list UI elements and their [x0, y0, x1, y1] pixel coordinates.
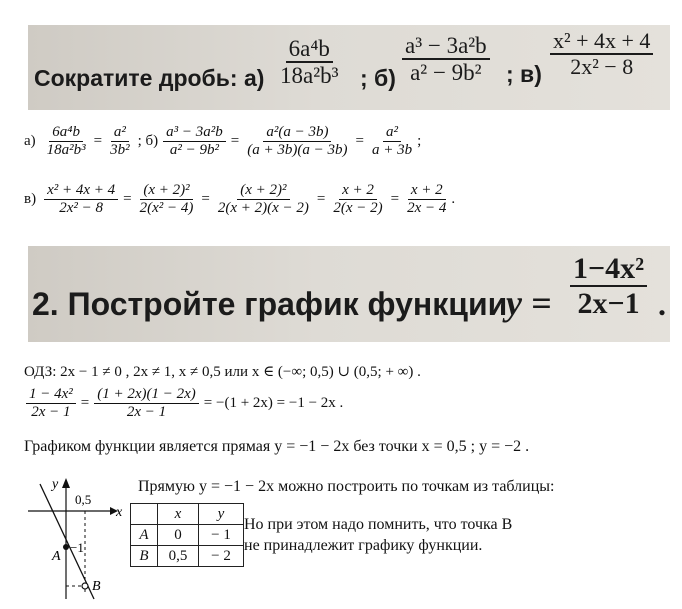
table-cell: B	[131, 546, 158, 567]
task2-frac-den: 2x−1	[577, 287, 640, 320]
task2-frac	[570, 252, 647, 320]
task1-frac-a-den: 18a²b³	[280, 63, 339, 89]
table-cell: 0,5	[158, 546, 199, 567]
table-cell: 0	[158, 525, 199, 546]
note-line-1: Но при этом надо помнить, что точка B	[244, 516, 513, 533]
line-c-label: в)	[24, 190, 37, 207]
task2-text: 2. Постройте график функции	[32, 286, 508, 322]
line-a-frac-5: $\frac{\text{a²}}{a + 3b}$	[371, 124, 413, 158]
line-c-frac-1: $\frac{\text{x² + 4x + 4}}{\text{2x² − 8}}$	[44, 182, 118, 216]
table-intro: Прямую y = −1 − 2x можно построить по точкам из таблицы:	[138, 478, 555, 495]
task1-frac-c-den: 2x² − 8	[570, 54, 634, 80]
tick-y-label: −1	[70, 540, 84, 555]
note-line-2: не принадлежит графику функции.	[244, 537, 483, 554]
line-a-label: а)	[24, 132, 36, 149]
table-header-row	[131, 504, 244, 525]
line-c-frac-5: $\frac{x + 2}{2x - 4}$	[407, 182, 447, 216]
simplify-line: $\frac{\text{1 − 4x²}}{2x - 1}$ = $\frac{(1 + 2x)(1 - 2x)}{2x - 1}$ = −(1 + 2x) = −1 − 2x .	[24, 386, 346, 420]
line-c-frac-3: $\frac{\text{(x + 2)²}}{2(x + 2)(x - 2)}$	[217, 182, 309, 216]
table-row	[131, 546, 244, 567]
table-header-cell	[131, 504, 158, 525]
task1-sep-c: ; в)	[506, 61, 542, 87]
task1-frac-a-num: 6a⁴b	[286, 36, 333, 63]
table-cell: A	[131, 525, 158, 546]
task2-photo	[28, 246, 670, 342]
tick-x-label: 0,5	[75, 492, 92, 507]
solution1-line-c: в) $\frac{\text{x² + 4x + 4}}{\text{2x² − 8}}$ = $\frac{\text{(x + 2)²}}{\text{2(x² − 4)}}$ = $\frac{\text{(x + 2)²}}{2(x + 2)(x - 2)}$ = $\frac{x + 2}{2(x - 2)}$ = $\frac{x + 2}{2x - 4}$ .	[24, 182, 456, 216]
y-axis-label: y	[52, 477, 59, 492]
x-axis-label: x	[116, 505, 123, 520]
graph-description: Графиком функции является прямая y = −1 − 2x без точки x = 0,5 ; y = −2 .	[24, 438, 530, 455]
task2-end: .	[658, 286, 666, 322]
solution1-line-a: а) $\frac{\text{6a⁴b}}{\text{18a²b³}}$ = $\frac{\text{a²}}{\text{3b²}}$ ; б) $\frac{\text{a³ − 3a²b}}{\text{a² − 9b²}}$ = $\frac{\text{a²(a − 3b)}}{(a + 3b)(a - 3b)}$ = $\frac{\text{a²}}{a + 3b}$ ;	[24, 124, 422, 158]
points-table	[130, 503, 244, 567]
line-c-frac-4: $\frac{x + 2}{2(x - 2)}$	[333, 182, 383, 216]
function-graph	[28, 474, 138, 604]
line-a-frac-2: $\frac{\text{a²}}{\text{3b²}}$	[110, 124, 130, 158]
table-cell: − 1	[199, 525, 244, 546]
odz-line: ОДЗ: 2x − 1 ≠ 0 , 2x ≠ 1, x ≠ 0,5 или x ∈ (−∞; 0,5) ∪ (0,5; + ∞) .	[24, 364, 421, 380]
point-b-marker	[82, 583, 88, 589]
line-a-frac-3: $\frac{\text{a³ − 3a²b}}{\text{a² − 9b²}}$	[163, 124, 226, 158]
point-b-label: B	[92, 579, 101, 594]
task2-frac-num: 1−4x²	[570, 252, 647, 287]
table-cell: − 2	[199, 546, 244, 567]
table-header-cell: x	[158, 504, 199, 525]
y-axis-arrow	[62, 478, 70, 488]
simplify-frac-1: $\frac{\text{1 − 4x²}}{2x - 1}$	[26, 386, 76, 420]
line-a-frac-4: $\frac{\text{a²(a − 3b)}}{(a + 3b)(a - 3b)}$	[247, 124, 348, 158]
task1-frac-b-den: a² − 9b²	[410, 60, 482, 86]
task1-photo	[28, 25, 670, 110]
line-c-frac-2: $\frac{\text{(x + 2)²}}{\text{2(x² − 4)}}$	[139, 182, 194, 216]
task1-frac-a	[277, 36, 342, 89]
task1-prefix: Сократите дробь: а)	[34, 65, 265, 91]
task2-y-eq: y =	[506, 283, 552, 323]
line-a-frac-1: $\frac{\text{6a⁴b}}{\text{18a²b³}}$	[46, 124, 86, 158]
simplify-frac-2: $\frac{(1 + 2x)(1 - 2x)}{2x - 1}$	[94, 386, 199, 420]
task1-sep-b: ; б)	[360, 65, 396, 91]
table-row	[131, 525, 244, 546]
task1-frac-b-num: a³ − 3a²b	[402, 33, 490, 60]
task1-frac-b	[402, 33, 490, 86]
point-a-marker	[63, 544, 69, 550]
task1-frac-c	[550, 29, 653, 79]
simplify-rest: = −(1 + 2x) = −1 − 2x .	[203, 394, 344, 411]
table-header-cell: y	[199, 504, 244, 525]
task1-frac-c-num: x² + 4x + 4	[550, 29, 653, 55]
line-a-sep: ; б)	[137, 132, 159, 149]
point-a-label: A	[52, 549, 61, 564]
